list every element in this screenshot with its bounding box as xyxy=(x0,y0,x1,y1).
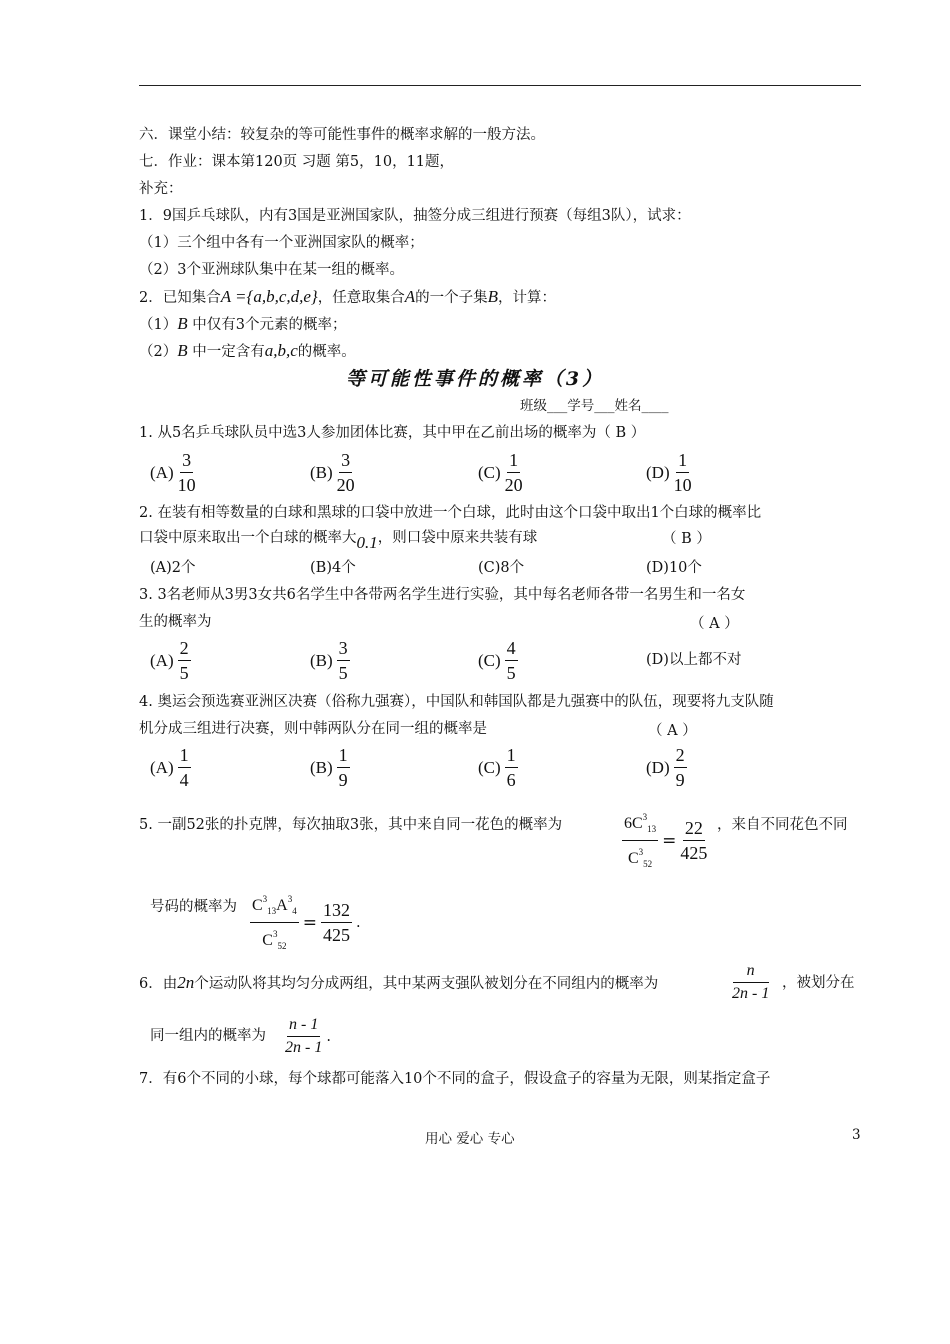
numerator: 2 xyxy=(178,638,191,661)
numerator: 22 xyxy=(683,818,705,841)
fraction xyxy=(321,900,352,945)
symbol: A xyxy=(276,897,288,914)
superscript: 3 xyxy=(638,847,644,857)
numerator: 1 xyxy=(505,745,518,768)
denominator: 5 xyxy=(179,663,189,683)
subscript: 13 xyxy=(267,906,277,916)
supp-q2-part1 xyxy=(139,314,346,335)
option-text: (D)以上都不对 xyxy=(646,652,742,668)
denominator: 4 xyxy=(179,770,189,790)
denominator: 2n - 1 xyxy=(285,1039,323,1056)
question-5-line1: 5. 一副52张的扑克牌，每次抽取3张，其中来自同一花色的概率为 xyxy=(139,817,563,833)
superscript: 3 xyxy=(642,812,648,822)
denominator: 5 xyxy=(506,663,516,683)
numerator xyxy=(622,808,658,841)
set-expression: A ={a,b,c,d,e} xyxy=(220,287,318,306)
q2-option-c xyxy=(478,556,524,577)
denominator: 2n - 1 xyxy=(732,985,770,1002)
fraction xyxy=(178,638,191,683)
q1-option-a xyxy=(150,450,196,495)
text: （2） xyxy=(139,344,178,360)
subset-symbol: B xyxy=(487,287,499,306)
denominator: 10 xyxy=(673,475,692,495)
text: 中一定含有 xyxy=(192,344,265,360)
q6-same-group-formula xyxy=(285,1016,331,1057)
q2-option-d xyxy=(646,556,702,577)
question-2-line1: 2. 在装有相等数量的白球和黑球的口袋中放进一个白球，此时由这个口袋中取出1个白球的概率比 xyxy=(139,505,762,521)
denominator: 20 xyxy=(336,475,355,495)
fraction xyxy=(674,450,692,495)
numerator xyxy=(250,890,299,923)
q1-option-c xyxy=(478,450,523,495)
q4-option-b xyxy=(310,745,350,790)
option-label: (D) xyxy=(646,757,670,777)
superscript: 3 xyxy=(262,894,268,904)
text: ，则口袋中原来共装有球 xyxy=(377,530,538,546)
equals-sign: = xyxy=(662,830,677,851)
fraction xyxy=(505,745,518,790)
q4-option-c xyxy=(478,745,518,790)
text: 的概率。 xyxy=(297,344,356,360)
question-3-line1: 3. 3名老师从3男3女共6名学生中各带两名学生进行实验，其中每名老师各带一名男生和一名女 xyxy=(139,587,746,603)
denominator: 9 xyxy=(675,770,685,790)
q3-option-a xyxy=(150,638,191,683)
numerator: 3 xyxy=(339,450,352,473)
fraction xyxy=(178,450,196,495)
equals-sign: = xyxy=(302,912,317,933)
q3-option-d xyxy=(646,648,741,669)
text: 中仅有3个元素的概率； xyxy=(192,317,347,333)
question-6-line2: 同一组内的概率为 xyxy=(150,1028,266,1044)
elements: a,b,c xyxy=(264,341,298,360)
q5-same-suit-formula xyxy=(622,808,707,873)
q3-answer: （ A ） xyxy=(690,616,739,632)
q4-option-d xyxy=(646,745,687,790)
set-symbol: A xyxy=(404,287,416,306)
q3-option-b xyxy=(310,638,350,683)
option-label: (C) xyxy=(478,650,501,670)
supplement-label: 补充： xyxy=(139,181,183,197)
text: 2．已知集合 xyxy=(139,290,221,306)
footer-motto: 用心 爱心 专心 xyxy=(425,1131,515,1147)
supp-q2-part2 xyxy=(139,341,356,362)
numerator: 1 xyxy=(337,745,350,768)
denominator: 5 xyxy=(338,663,348,683)
numerator: 1 xyxy=(178,745,191,768)
superscript: 3 xyxy=(287,894,293,904)
fraction xyxy=(178,745,191,790)
question-4-line2: 机分成三组进行决赛，则中韩两队分在同一组的概率是 xyxy=(139,721,487,737)
option-label: (B) xyxy=(310,757,333,777)
supp-q1-part1: （1）三个组中各有一个亚洲国家队的概率； xyxy=(139,235,424,251)
question-2-line2 xyxy=(139,527,538,552)
numerator: 4 xyxy=(505,638,518,661)
symbol: C xyxy=(252,897,263,914)
summary-line: 六．课堂小结：较复杂的等可能性事件的概率求解的一般方法。 xyxy=(139,127,545,143)
numerator: 132 xyxy=(321,900,352,923)
variable: 2n xyxy=(177,973,195,992)
fraction xyxy=(337,745,350,790)
denominator: 10 xyxy=(177,475,196,495)
q2-option-b xyxy=(310,556,356,577)
supp-q2 xyxy=(139,287,556,308)
fraction xyxy=(250,890,299,955)
subset-symbol: B xyxy=(177,314,188,333)
option-label: (A) xyxy=(150,757,174,777)
option-label: (D) xyxy=(646,462,670,482)
q1-option-d xyxy=(646,450,692,495)
fraction xyxy=(337,638,350,683)
text: 6．由 xyxy=(139,976,178,992)
option-text: (A)2个 xyxy=(150,560,196,576)
supp-q1: 1．9国乒乓球队，内有3国是亚洲国家队，抽签分成三组进行预赛（每组3队），试求： xyxy=(139,208,691,224)
subscript: 52 xyxy=(643,859,653,869)
denominator: 20 xyxy=(504,475,523,495)
question-5-tail: ，来自不同花色不同 xyxy=(717,817,848,833)
fraction xyxy=(680,818,707,863)
option-text: (D)10个 xyxy=(646,560,702,576)
coefficient: 6C xyxy=(624,815,643,832)
subset-symbol: B xyxy=(177,341,188,360)
q5-diff-suit-formula xyxy=(250,890,361,955)
text: （1） xyxy=(139,317,178,333)
subscript: 13 xyxy=(647,824,657,834)
numerator: 3 xyxy=(337,638,350,661)
supp-q1-part2: （2）3个亚洲球队集中在某一组的概率。 xyxy=(139,262,404,278)
class-info-line: 班级___学号___姓名____ xyxy=(520,398,669,414)
numerator: 1 xyxy=(507,450,520,473)
fraction xyxy=(285,1016,322,1057)
q4-option-a xyxy=(150,745,191,790)
fraction xyxy=(674,745,687,790)
symbol: C xyxy=(262,932,273,949)
denominator: 425 xyxy=(322,925,350,945)
numerator: n - 1 xyxy=(287,1016,320,1037)
q6-different-group-formula xyxy=(732,962,769,1003)
text: 口袋中原来取出一个白球的概率大 xyxy=(139,530,357,546)
option-label: (C) xyxy=(478,462,501,482)
question-7: 7．有6个不同的小球，每个球都可能落入10个不同的盒子，假设盒子的容量为无限，则某指定盒子 xyxy=(139,1071,771,1087)
option-label: (A) xyxy=(150,462,174,482)
question-5-line2: 号码的概率为 xyxy=(150,899,237,915)
page-number: 3 xyxy=(852,1127,861,1143)
question-6-tail: ，被划分在 xyxy=(782,975,855,991)
option-label: (A) xyxy=(150,650,174,670)
numerator: 2 xyxy=(674,745,687,768)
symbol: C xyxy=(628,850,639,867)
text: ，任意取集合 xyxy=(317,290,405,306)
question-4-line1: 4. 奥运会预选赛亚洲区决赛（俗称九强赛），中国队和韩国队都是九强赛中的队伍，现要将九支队随 xyxy=(139,694,774,710)
text: 个运动队将其均匀分成两组，其中某两支强队被划分在不同组内的概率为 xyxy=(194,976,659,992)
fraction xyxy=(505,450,523,495)
fraction xyxy=(622,808,658,873)
q3-option-c xyxy=(478,638,518,683)
subscript: 52 xyxy=(277,941,287,951)
superscript: 3 xyxy=(272,929,278,939)
header-rule xyxy=(139,85,861,86)
text: 的一个子集 xyxy=(415,290,488,306)
page-title: 等可能性事件的概率（3） xyxy=(345,368,605,390)
q2-option-a xyxy=(150,556,196,577)
question-3-line2: 生的概率为 xyxy=(139,614,212,630)
denominator: 425 xyxy=(680,843,708,863)
period: . xyxy=(355,914,361,931)
numerator: 3 xyxy=(180,450,193,473)
option-label: (C) xyxy=(478,757,501,777)
fraction xyxy=(505,638,518,683)
period: . xyxy=(326,1028,331,1045)
subscript: 4 xyxy=(292,906,297,916)
fraction xyxy=(732,962,769,1003)
homework-line: 七．作业：课本第120页 习题 第5，10，11题， xyxy=(139,154,455,170)
value: 0.1 xyxy=(356,533,378,552)
option-text: (C)8个 xyxy=(478,560,525,576)
option-text: (B)4个 xyxy=(310,560,356,576)
option-label: (B) xyxy=(310,650,333,670)
denominator xyxy=(628,841,652,873)
q4-answer: （ A ） xyxy=(648,723,697,739)
q1-option-b xyxy=(310,450,355,495)
question-6-line1 xyxy=(139,973,658,994)
fraction xyxy=(337,450,355,495)
numerator: 1 xyxy=(676,450,689,473)
option-label: (B) xyxy=(310,462,333,482)
denominator xyxy=(262,923,286,955)
numerator: n xyxy=(733,962,769,983)
q2-answer: （ B ） xyxy=(662,531,711,547)
denominator: 6 xyxy=(506,770,516,790)
denominator: 9 xyxy=(338,770,348,790)
question-1: 1. 从5名乒乓球队员中选3人参加团体比赛，其中甲在乙前出场的概率为（ B ） xyxy=(139,425,646,441)
text: ，计算： xyxy=(498,290,557,306)
